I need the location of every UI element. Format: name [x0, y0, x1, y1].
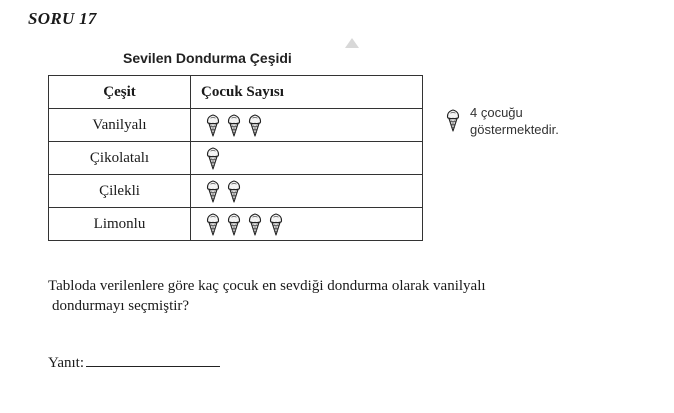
ice-cream-cone-icon — [247, 212, 263, 236]
question-text — [48, 276, 648, 316]
row-icons — [191, 208, 423, 241]
row-label: Çilekli — [49, 175, 191, 208]
ice-cream-cone-icon — [205, 113, 221, 137]
table-row — [49, 142, 423, 175]
ice-cream-cone-icon — [205, 179, 221, 203]
table-header-row — [49, 76, 423, 109]
table-row — [49, 175, 423, 208]
pictograph-table — [48, 75, 423, 241]
ice-cream-cone-icon — [205, 146, 221, 170]
table-row — [49, 109, 423, 142]
legend-ice-cream-cone-icon — [445, 108, 461, 132]
corner-mark-icon — [343, 36, 361, 50]
legend-line-1: 4 çocuğu — [470, 105, 523, 120]
legend-line-2: göstermektedir. — [470, 122, 559, 137]
row-icons — [191, 175, 423, 208]
table-row — [49, 208, 423, 241]
ice-cream-cone-icon — [205, 212, 221, 236]
ice-cream-cone-icon — [247, 113, 263, 137]
row-label: Vanilyalı — [49, 109, 191, 142]
header-cocuk-sayisi: Çocuk Sayısı — [191, 76, 423, 109]
question-number: SORU 17 — [28, 9, 97, 28]
row-icons — [191, 109, 423, 142]
answer-label: Yanıt: — [48, 355, 84, 371]
ice-cream-cone-icon — [226, 179, 242, 203]
answer-blank-line[interactable] — [86, 353, 220, 367]
question-line-1: Tabloda verilenlere göre kaç çocuk en sevdiği dondurma olarak vanilyalı — [48, 278, 486, 294]
answer-area — [48, 353, 220, 372]
header-cesit: Çeşit — [49, 76, 191, 109]
row-label: Limonlu — [49, 208, 191, 241]
ice-cream-cone-icon — [445, 108, 461, 132]
question-line-2: dondurmayı seçmiştir? — [52, 298, 190, 314]
legend-text — [470, 104, 559, 138]
row-label: Çikolatalı — [49, 142, 191, 175]
ice-cream-cone-icon — [226, 113, 242, 137]
ice-cream-cone-icon — [226, 212, 242, 236]
table-title: Sevilen Dondurma Çeşidi — [123, 50, 292, 66]
row-icons — [191, 142, 423, 175]
ice-cream-cone-icon — [268, 212, 284, 236]
